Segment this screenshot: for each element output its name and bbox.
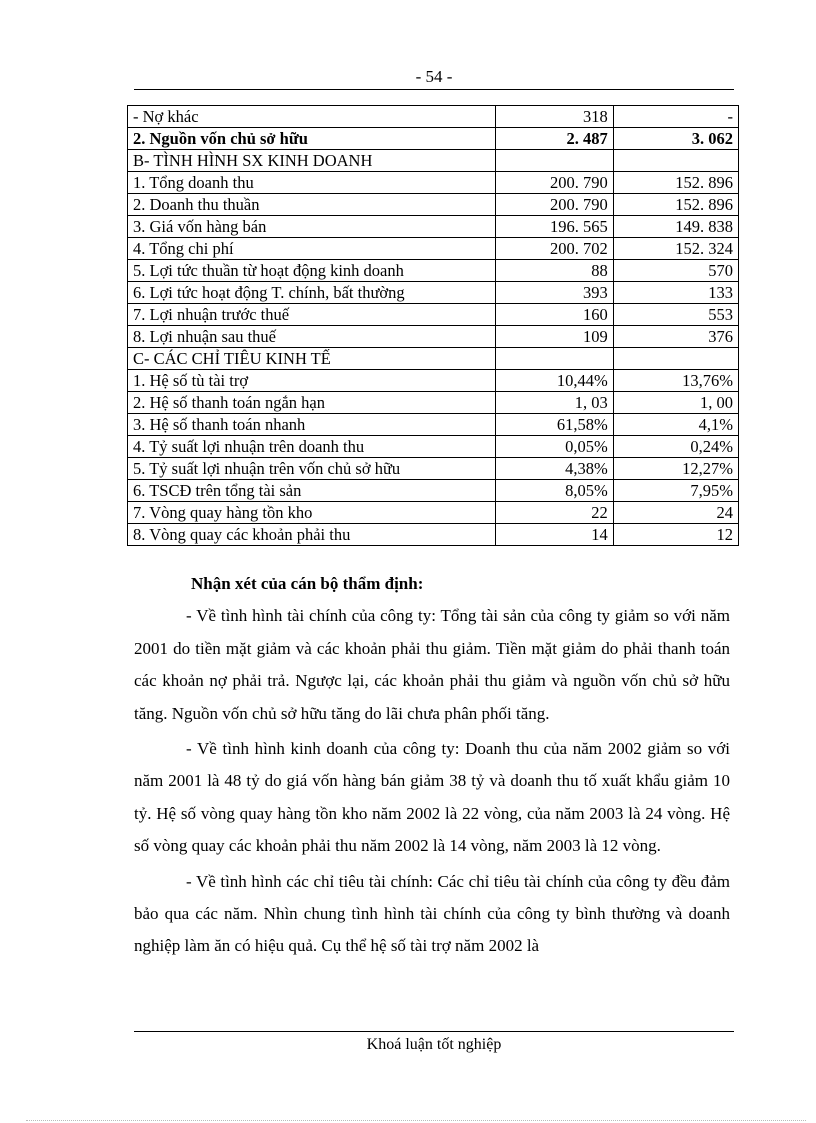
row-value-2: 152. 324 <box>613 238 738 260</box>
row-value-2: 12 <box>613 524 738 546</box>
table-row <box>128 370 739 392</box>
row-value-2: 553 <box>613 304 738 326</box>
row-label: 1. Tổng doanh thu <box>128 172 496 194</box>
table-row <box>128 392 739 414</box>
table-row <box>128 502 739 524</box>
row-value-1: 4,38% <box>495 458 613 480</box>
row-label: 2. Doanh thu thuần <box>128 194 496 216</box>
row-value-1 <box>495 348 613 370</box>
row-label: 6. Lợi tức hoạt động T. chính, bất thường <box>128 282 496 304</box>
row-label: 5. Lợi tức thuần từ hoạt động kinh doanh <box>128 260 496 282</box>
row-value-2: 4,1% <box>613 414 738 436</box>
table-row <box>128 128 739 150</box>
table-row <box>128 150 739 172</box>
row-value-2: 570 <box>613 260 738 282</box>
row-label: 7. Lợi nhuận trước thuế <box>128 304 496 326</box>
table-row <box>128 238 739 260</box>
assessment-paragraph-finance: - Về tình hình tài chính của công ty: Tổng tài sản của công ty giảm so với năm 2001 do tiền mặt giảm và các khoản phải thu giảm. Tiền mặt giảm do phải thanh toán các khoản nợ phải trả. Ngược lại, các khoản phải thu giảm và nguồn vốn chủ sở hữu tăng. Nguồn vốn chủ sở hữu tăng do lãi chưa phân phối tăng. <box>134 606 730 723</box>
row-value-1: 8,05% <box>495 480 613 502</box>
row-value-2: 13,76% <box>613 370 738 392</box>
footer-divider <box>134 1031 734 1032</box>
row-label: 8. Lợi nhuận sau thuế <box>128 326 496 348</box>
row-value-1: 88 <box>495 260 613 282</box>
footer-text: Khoá luận tốt nghiệp <box>366 1036 502 1053</box>
table-row <box>128 480 739 502</box>
row-label: 1. Hệ số tù tài trợ <box>128 370 496 392</box>
row-value-2: 24 <box>613 502 738 524</box>
row-value-2: 1, 00 <box>613 392 738 414</box>
row-value-1: 22 <box>495 502 613 524</box>
row-value-2: 376 <box>613 326 738 348</box>
row-label: 7. Vòng quay hàng tồn kho <box>128 502 496 524</box>
row-value-1: 2. 487 <box>495 128 613 150</box>
row-value-2: 12,27% <box>613 458 738 480</box>
table-row <box>128 304 739 326</box>
row-value-1: 10,44% <box>495 370 613 392</box>
row-label: C- CÁC CHỈ TIÊU KINH TẾ <box>128 348 496 370</box>
row-value-2: 152. 896 <box>613 194 738 216</box>
table-row <box>128 348 739 370</box>
table-row <box>128 524 739 546</box>
table-row <box>128 260 739 282</box>
assessment-paragraph-indicators: - Về tình hình các chỉ tiêu tài chính: Các chỉ tiêu tài chính của công ty đều đảm bảo qua các năm. Nhìn chung tình hình tài chính của công ty bình thường và doanh nghiệp làm ăn có hiệu quả. Cụ thể hệ số tài trợ năm 2002 là <box>134 871 730 956</box>
table-row <box>128 216 739 238</box>
row-value-2 <box>613 348 738 370</box>
row-value-1 <box>495 150 613 172</box>
table-row <box>128 172 739 194</box>
row-value-1: 200. 790 <box>495 172 613 194</box>
row-label: 3. Hệ số thanh toán nhanh <box>128 414 496 436</box>
row-value-2: 152. 896 <box>613 172 738 194</box>
table-row <box>128 106 739 128</box>
page-edge-divider <box>26 1120 806 1121</box>
financial-table <box>127 105 739 546</box>
row-value-1: 109 <box>495 326 613 348</box>
table-row <box>128 326 739 348</box>
table-row <box>128 282 739 304</box>
row-value-1: 200. 702 <box>495 238 613 260</box>
row-label: 6. TSCĐ trên tổng tài sản <box>128 480 496 502</box>
row-value-2: 0,24% <box>613 436 738 458</box>
row-value-1: 196. 565 <box>495 216 613 238</box>
row-label: 3. Giá vốn hàng bán <box>128 216 496 238</box>
row-value-1: 393 <box>495 282 613 304</box>
assessment-paragraph-business: - Về tình hình kinh doanh của công ty: Doanh thu của năm 2002 giảm so với năm 2001 là 48 tỷ do giá vốn hàng bán giảm 38 tỷ và doanh thu tố xuất khẩu giảm 10 tỷ. Hệ số vòng quay hàng tồn kho năm 2002 là 22 vòng, của năm 2003 là 24 vòng. Hệ số vòng quay các khoản phải thu năm 2002 là 14 vòng, năm 2003 là 12 vòng. <box>134 739 730 856</box>
assessment-heading: Nhận xét của cán bộ thẩm định: <box>191 574 424 593</box>
row-label: 8. Vòng quay các khoản phải thu <box>128 524 496 546</box>
row-value-2: 149. 838 <box>613 216 738 238</box>
row-value-1: 14 <box>495 524 613 546</box>
row-value-2: 3. 062 <box>613 128 738 150</box>
row-value-2: 133 <box>613 282 738 304</box>
row-value-2: - <box>613 106 738 128</box>
row-label: 5. Tỷ suất lợi nhuận trên vốn chủ sở hữu <box>128 458 496 480</box>
row-value-1: 0,05% <box>495 436 613 458</box>
row-value-1: 160 <box>495 304 613 326</box>
row-value-2 <box>613 150 738 172</box>
row-label: B- TÌNH HÌNH SX KINH DOANH <box>128 150 496 172</box>
table-row <box>128 194 739 216</box>
financial-table-body <box>128 106 739 546</box>
table-row <box>128 414 739 436</box>
row-label: 2. Nguồn vốn chủ sở hữu <box>128 128 496 150</box>
row-label: - Nợ khác <box>128 106 496 128</box>
row-value-1: 318 <box>495 106 613 128</box>
row-value-1: 61,58% <box>495 414 613 436</box>
table-row <box>128 436 739 458</box>
row-value-1: 1, 03 <box>495 392 613 414</box>
row-value-1: 200. 790 <box>495 194 613 216</box>
row-label: 4. Tỷ suất lợi nhuận trên doanh thu <box>128 436 496 458</box>
assessment-section <box>134 568 730 966</box>
page-number: - 54 - <box>134 66 734 90</box>
row-value-2: 7,95% <box>613 480 738 502</box>
row-label: 2. Hệ số thanh toán ngắn hạn <box>128 392 496 414</box>
table-row <box>128 458 739 480</box>
row-label: 4. Tổng chi phí <box>128 238 496 260</box>
